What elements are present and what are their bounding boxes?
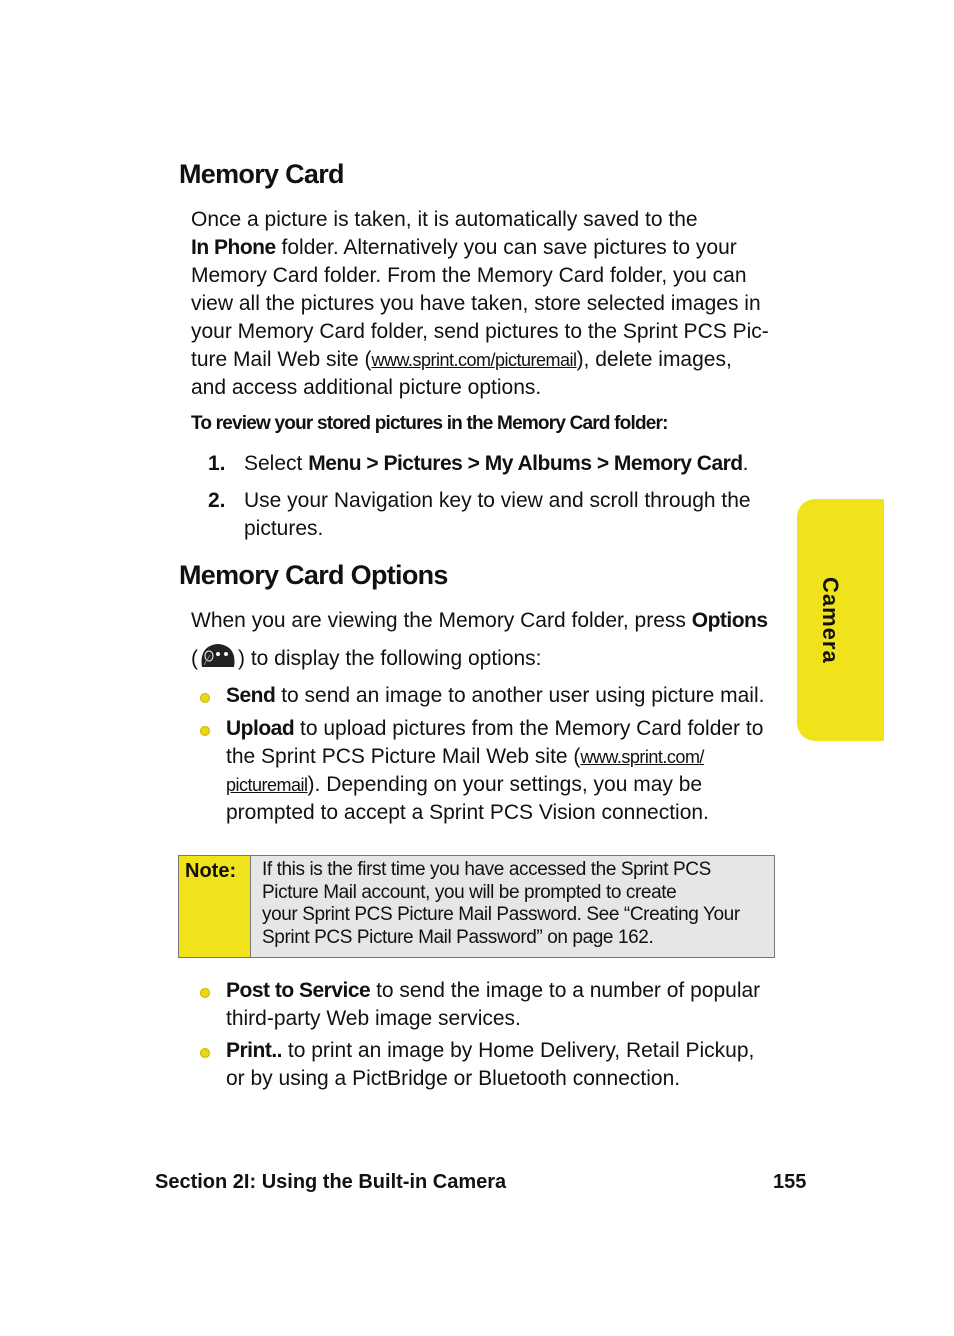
bullet-line: to send an image to another user using picture mail.: [281, 684, 765, 707]
picturemail-link[interactable]: www.sprint.com/: [580, 747, 704, 767]
bullet-line: [226, 771, 763, 799]
bullet-keyword: Post to Service: [226, 979, 371, 1002]
note-line: Sprint PCS Picture Mail Password” on page 162.: [262, 926, 654, 948]
step-line: pictures.: [244, 517, 324, 540]
footer-section-title: Section 2I: Using the Built-in Camera: [155, 1171, 507, 1193]
footer-page-number: 155: [773, 1171, 807, 1193]
note-body: [251, 856, 774, 957]
bullet-keyword: Print..: [226, 1039, 283, 1062]
note-box: [178, 855, 775, 958]
para-line: and access additional picture options.: [191, 376, 542, 399]
para-line: view all the pictures you have taken, store selected images in: [191, 292, 761, 315]
menu-path: Menu > Pictures > My Albums > Memory Card: [308, 452, 743, 475]
para-line: Memory Card folder. From the Memory Card folder, you can: [191, 264, 747, 287]
bullet-line-text: to send the image to a number of popular: [376, 979, 761, 1002]
note-line: If this is the first time you have accessed the Sprint PCS: [262, 859, 711, 880]
bullet-line: [226, 1037, 754, 1065]
side-tab-label: Camera: [818, 576, 843, 664]
picturemail-link[interactable]: www.sprint.com/picturemail: [371, 350, 577, 370]
in-phone-keyword: In Phone: [191, 236, 276, 259]
bullet-line-text: to print an image by Home Delivery, Retail Pickup,: [287, 1039, 755, 1062]
paren-open: (: [191, 647, 198, 670]
bullet-line: third-party Web image services.: [226, 1007, 521, 1030]
note-line: your Sprint PCS Picture Mail Password. See “Creating Your: [262, 904, 740, 925]
bullet-line-text: the Sprint PCS Picture Mail Web site (: [226, 745, 581, 768]
step-pre: Select: [244, 452, 309, 475]
procedure-subhead: To review your stored pictures in the Memory Card folder:: [191, 413, 668, 434]
intro-text: When you are viewing the Memory Card folder, press: [191, 609, 686, 632]
step-text: [244, 487, 751, 543]
options-softkey-icon: [198, 641, 238, 671]
step-text: [244, 450, 748, 478]
bullet-line-text: to upload pictures from the Memory Card folder to: [300, 717, 764, 740]
bullet-line: [226, 743, 763, 771]
para-line: Once a picture is taken, it is automatically saved to the: [191, 208, 698, 231]
bullet-line: [226, 715, 763, 743]
section-title-memory-card: Memory Card: [179, 159, 344, 189]
bullet-text: [226, 977, 760, 1033]
para-line: [191, 346, 791, 374]
bullet-keyword: Send: [226, 684, 276, 707]
note-label: Note:: [179, 856, 251, 957]
bullet-text: [226, 1037, 754, 1093]
step-line: Use your Navigation key to view and scroll through the: [244, 489, 751, 512]
bullet-line: [226, 977, 760, 1005]
step-number: 2.: [208, 489, 226, 512]
para-line: your Memory Card folder, send pictures to the Sprint PCS Pic-: [191, 320, 769, 343]
para-line-text: ), delete images,: [576, 348, 732, 371]
bullet-line: prompted to accept a Sprint PCS Vision connection.: [226, 801, 709, 824]
section-title-memory-card-options: Memory Card Options: [179, 560, 448, 590]
picturemail-link[interactable]: picturemail: [226, 775, 308, 795]
options-keyword: Options: [691, 609, 768, 632]
step-post: .: [742, 452, 749, 475]
bullet-text: [226, 682, 764, 710]
bullet-keyword: Upload: [226, 717, 295, 740]
bullet-dot: [200, 988, 210, 998]
step-number: 1.: [208, 452, 226, 475]
note-line: Picture Mail account, you will be prompted to create: [262, 881, 677, 903]
bullet-dot: [200, 1048, 210, 1058]
para-line: [191, 234, 791, 262]
memory-card-paragraph: [191, 206, 791, 402]
para-line-text: ture Mail Web site (: [191, 348, 372, 371]
bullet-line-text: ). Depending on your settings, you may be: [307, 773, 703, 796]
intro-text: ) to display the following options:: [238, 647, 542, 670]
bullet-dot: [200, 693, 210, 703]
options-intro: [191, 607, 791, 673]
intro-line: [191, 645, 791, 673]
bullet-line: or by using a PictBridge or Bluetooth connection.: [226, 1067, 681, 1090]
intro-line: [191, 607, 791, 635]
bullet-text: [226, 715, 763, 827]
para-line-text: folder. Alternatively you can save pictures to your: [281, 236, 737, 259]
bullet-dot: [200, 726, 210, 736]
